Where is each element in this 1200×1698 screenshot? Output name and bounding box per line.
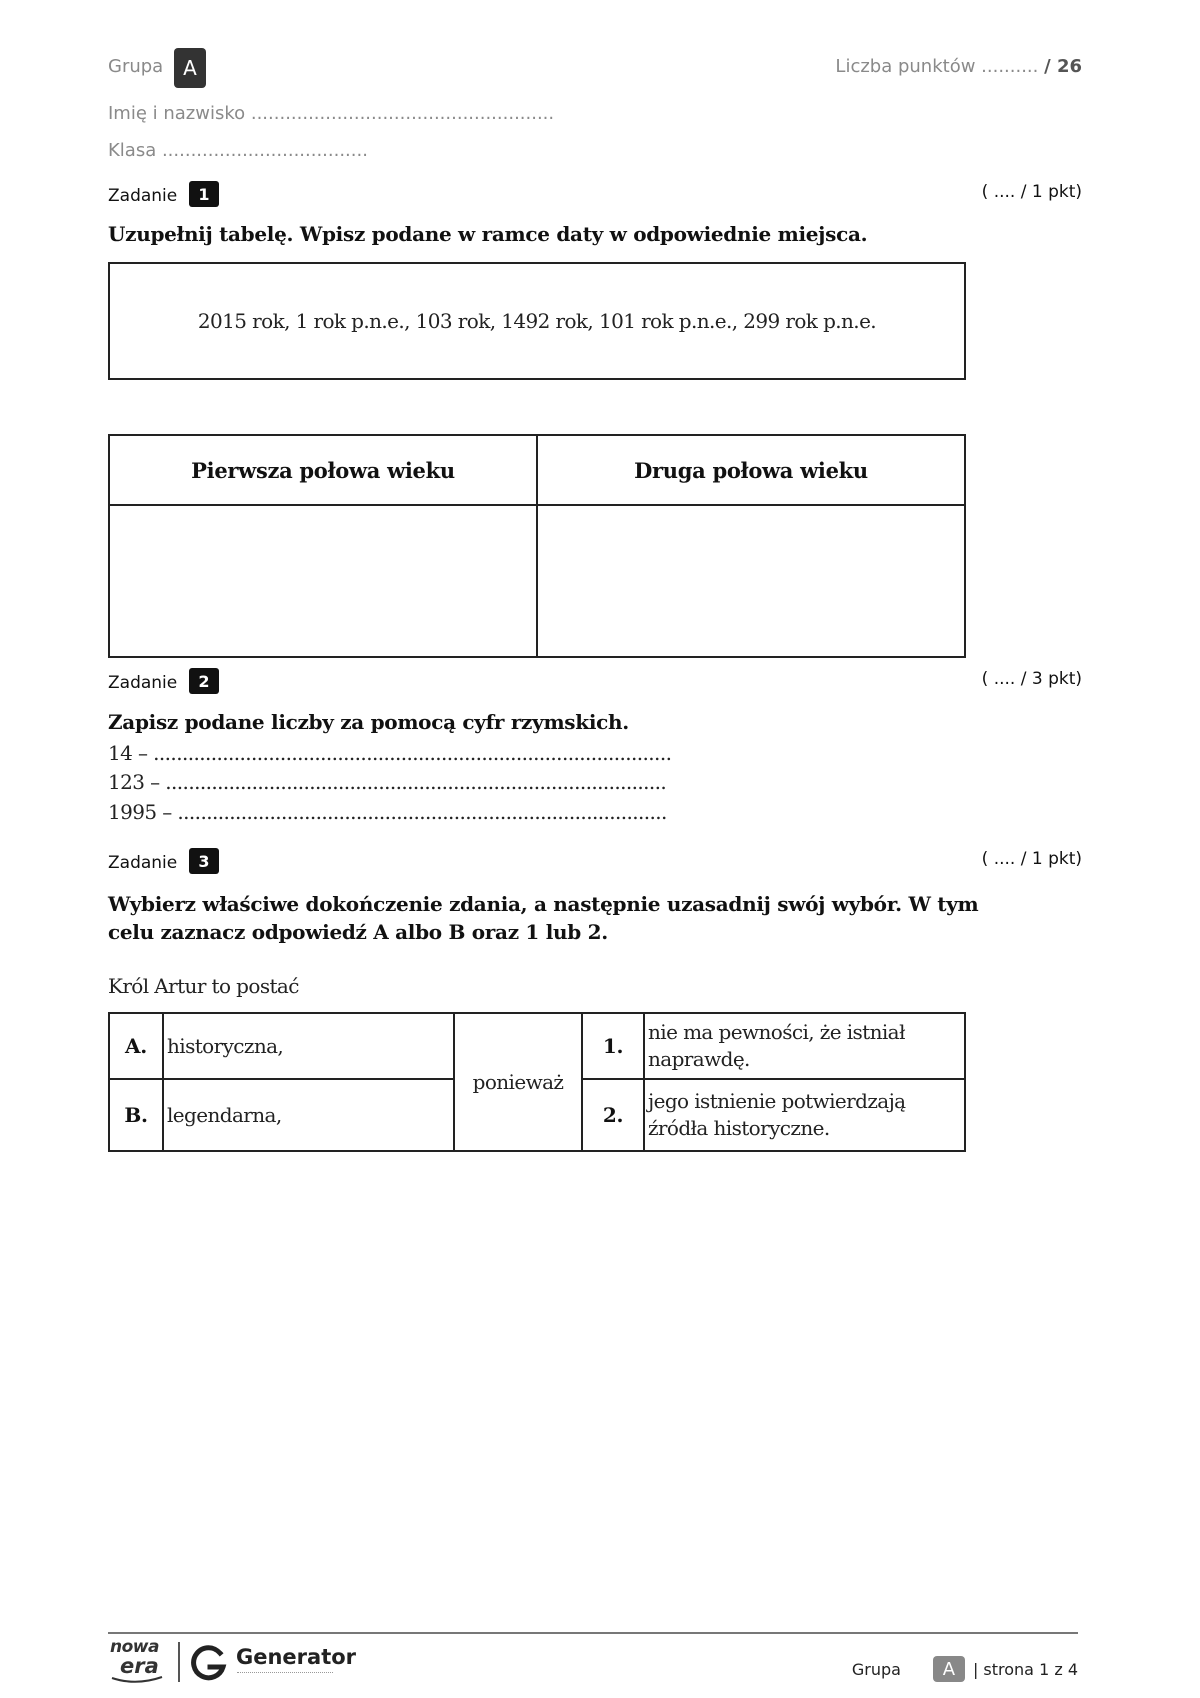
logo-separator xyxy=(178,1642,180,1682)
task-2-instruction: Zapisz podane liczby za pomocą cyfr rzymskich. xyxy=(108,710,629,734)
footer-group-badge: A xyxy=(933,1656,965,1682)
footer-group-label: Grupa xyxy=(851,1659,901,1679)
reason-2-text[interactable]: jego istnienie potwierdzają źródła historyczne. xyxy=(644,1079,965,1151)
answer-line-14[interactable]: 14 – .......................................................................................... xyxy=(108,741,672,765)
task-3-points: ( .... / 1 pkt) xyxy=(981,849,1082,869)
option-b-letter[interactable]: B. xyxy=(109,1079,163,1151)
task-3-instruction-line-1: Wybierz właściwe dokończenie zdania, a następnie uzasadnij swój wybór. W tym xyxy=(108,892,979,916)
option-b-text[interactable]: legendarna, xyxy=(163,1079,454,1151)
option-a-text[interactable]: historyczna, xyxy=(163,1013,454,1079)
dates-text: 2015 rok, 1 rok p.n.e., 103 rok, 1492 rok, 101 rok p.n.e., 299 rok p.n.e. xyxy=(197,309,877,333)
header-second-half: Druga połowa wieku xyxy=(537,435,965,505)
nowa-era-logo xyxy=(110,1638,166,1686)
group-label: Grupa xyxy=(108,56,164,77)
task-1-label: Zadanie xyxy=(108,186,178,206)
class-field[interactable]: Klasa .................................... xyxy=(108,140,368,161)
century-half-table xyxy=(108,434,966,658)
task-3-stem: Król Artur to postać xyxy=(108,974,299,998)
reason-2-number[interactable]: 2. xyxy=(582,1079,644,1151)
points-total: / 26 xyxy=(1044,56,1082,77)
task-3-label: Zadanie xyxy=(108,853,178,873)
reason-1-number[interactable]: 1. xyxy=(582,1013,644,1079)
logo-generator: Generator xyxy=(236,1645,357,1669)
name-field[interactable]: Imię i nazwisko ..................................................... xyxy=(108,103,555,124)
logo-tagline-decoration xyxy=(237,1672,333,1676)
choice-table xyxy=(108,1012,966,1152)
task-2-points: ( .... / 3 pkt) xyxy=(981,669,1082,689)
answer-line-123[interactable]: 123 – ....................................................................................... xyxy=(108,770,667,794)
task-3-instruction-line-2: celu zaznacz odpowiedź A albo B oraz 1 lub 2. xyxy=(108,920,608,944)
group-badge: A xyxy=(174,48,206,88)
task-1-instruction: Uzupełnij tabelę. Wpisz podane w ramce daty w odpowiednie miejsca. xyxy=(108,222,868,246)
task-1-number: 1 xyxy=(189,181,219,207)
footer-divider xyxy=(108,1632,1078,1634)
task-3-number: 3 xyxy=(189,848,219,874)
footer-page-info xyxy=(852,1656,1078,1682)
connector-cell: ponieważ xyxy=(454,1013,582,1151)
logo-era: era xyxy=(120,1654,159,1678)
task-2-number: 2 xyxy=(189,668,219,694)
header-first-half: Pierwsza połowa wieku xyxy=(109,435,537,505)
points-summary xyxy=(835,56,1082,77)
option-a-letter[interactable]: A. xyxy=(109,1013,163,1079)
task-1-points: ( .... / 1 pkt) xyxy=(981,182,1082,202)
points-label: Liczba punktów .......... xyxy=(835,56,1039,77)
reason-1-text[interactable]: nie ma pewności, że istniał naprawdę. xyxy=(644,1013,965,1079)
cell-first-half[interactable] xyxy=(109,505,537,657)
footer-page-number: | strona 1 z 4 xyxy=(972,1659,1078,1679)
answer-line-1995[interactable]: 1995 – ..................................................................................... xyxy=(108,800,667,824)
generator-g-icon xyxy=(190,1645,230,1683)
logo-nowa: nowa xyxy=(110,1637,159,1657)
task-2-label: Zadanie xyxy=(108,673,178,693)
dates-box xyxy=(108,262,966,380)
cell-second-half[interactable] xyxy=(537,505,965,657)
